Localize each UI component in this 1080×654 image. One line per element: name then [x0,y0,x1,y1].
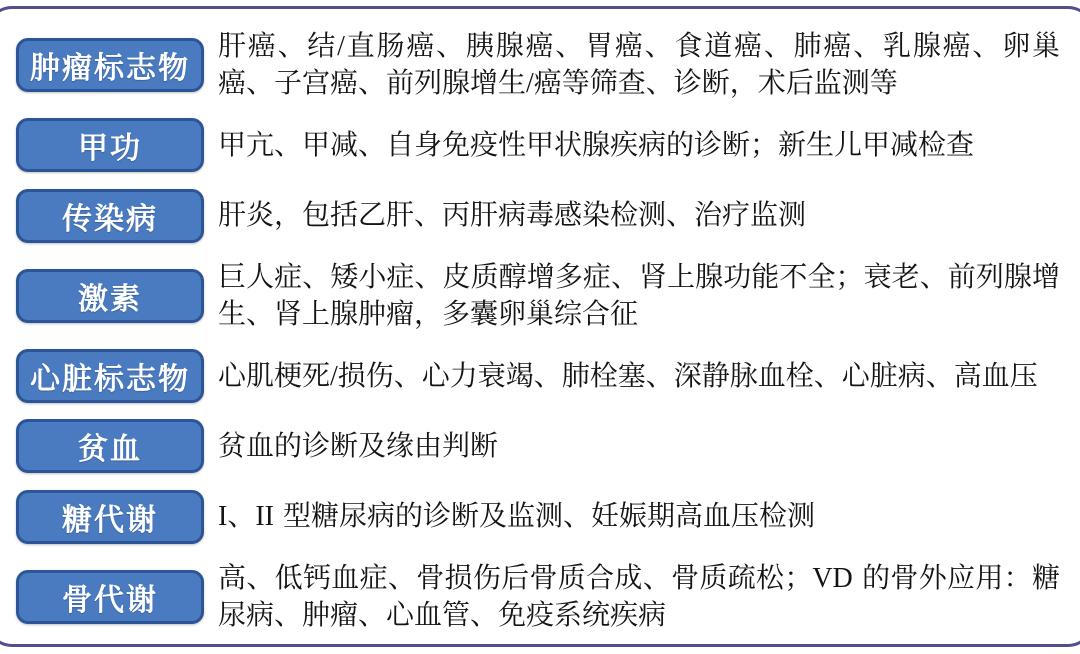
category-badge [16,570,204,624]
category-description: 巨人症、矮小症、皮质醇增多症、肾上腺功能不全；衰老、前列腺增生、肾上腺肿瘤，多囊卵巢综合征 [218,261,1060,330]
category-description: 心肌梗死/损伤、心力衰竭、肺栓塞、深静脉血栓、心脏病、高血压 [218,360,1038,392]
category-badge [16,38,204,92]
category-badge-label: 心脏标志物 [30,363,190,397]
category-badge [16,419,204,473]
category-badge-label: 糖代谢 [62,503,158,537]
category-row [16,118,1060,172]
category-row [16,259,1060,333]
category-badge [16,189,204,243]
category-row [16,189,1060,243]
category-badge [16,349,204,403]
category-row [16,28,1060,102]
category-description: 高、低钙血症、骨损伤后骨质合成、骨质疏松；VD 的骨外应用：糖尿病、肿瘤、心血管、免疫系统疾病 [218,562,1060,631]
category-badge-label: 肿瘤标志物 [30,52,190,85]
category-description: 肝炎，包括乙肝、丙肝病毒感染检测、治疗监测 [218,200,807,232]
category-badge-label: 激素 [78,282,142,316]
category-description: 贫血的诊断及缘由判断 [218,430,499,462]
category-row [16,419,1060,473]
category-description: 甲亢、甲减、自身免疫性甲状腺疾病的诊断；新生儿甲减检查 [218,129,975,161]
category-badge [16,118,204,172]
category-row [16,490,1060,544]
category-badge-label: 骨代谢 [62,583,158,617]
category-row [16,560,1060,634]
category-badge-label: 贫血 [78,433,142,467]
category-badge-label: 甲功 [78,132,142,166]
category-badge-label: 传染病 [62,202,158,236]
category-description: 肝癌、结/直肠癌、胰腺癌、胃癌、食道癌、肺癌、乳腺癌、卵巢癌、子宫癌、前列腺增生/癌等筛查、诊断，术后监测等 [218,31,1060,99]
category-rows [16,28,1060,634]
category-badge [16,269,204,323]
category-row [16,349,1060,403]
category-badge [16,490,204,544]
category-description: I、II 型糖尿病的诊断及监测、妊娠期高血压检测 [218,501,815,533]
